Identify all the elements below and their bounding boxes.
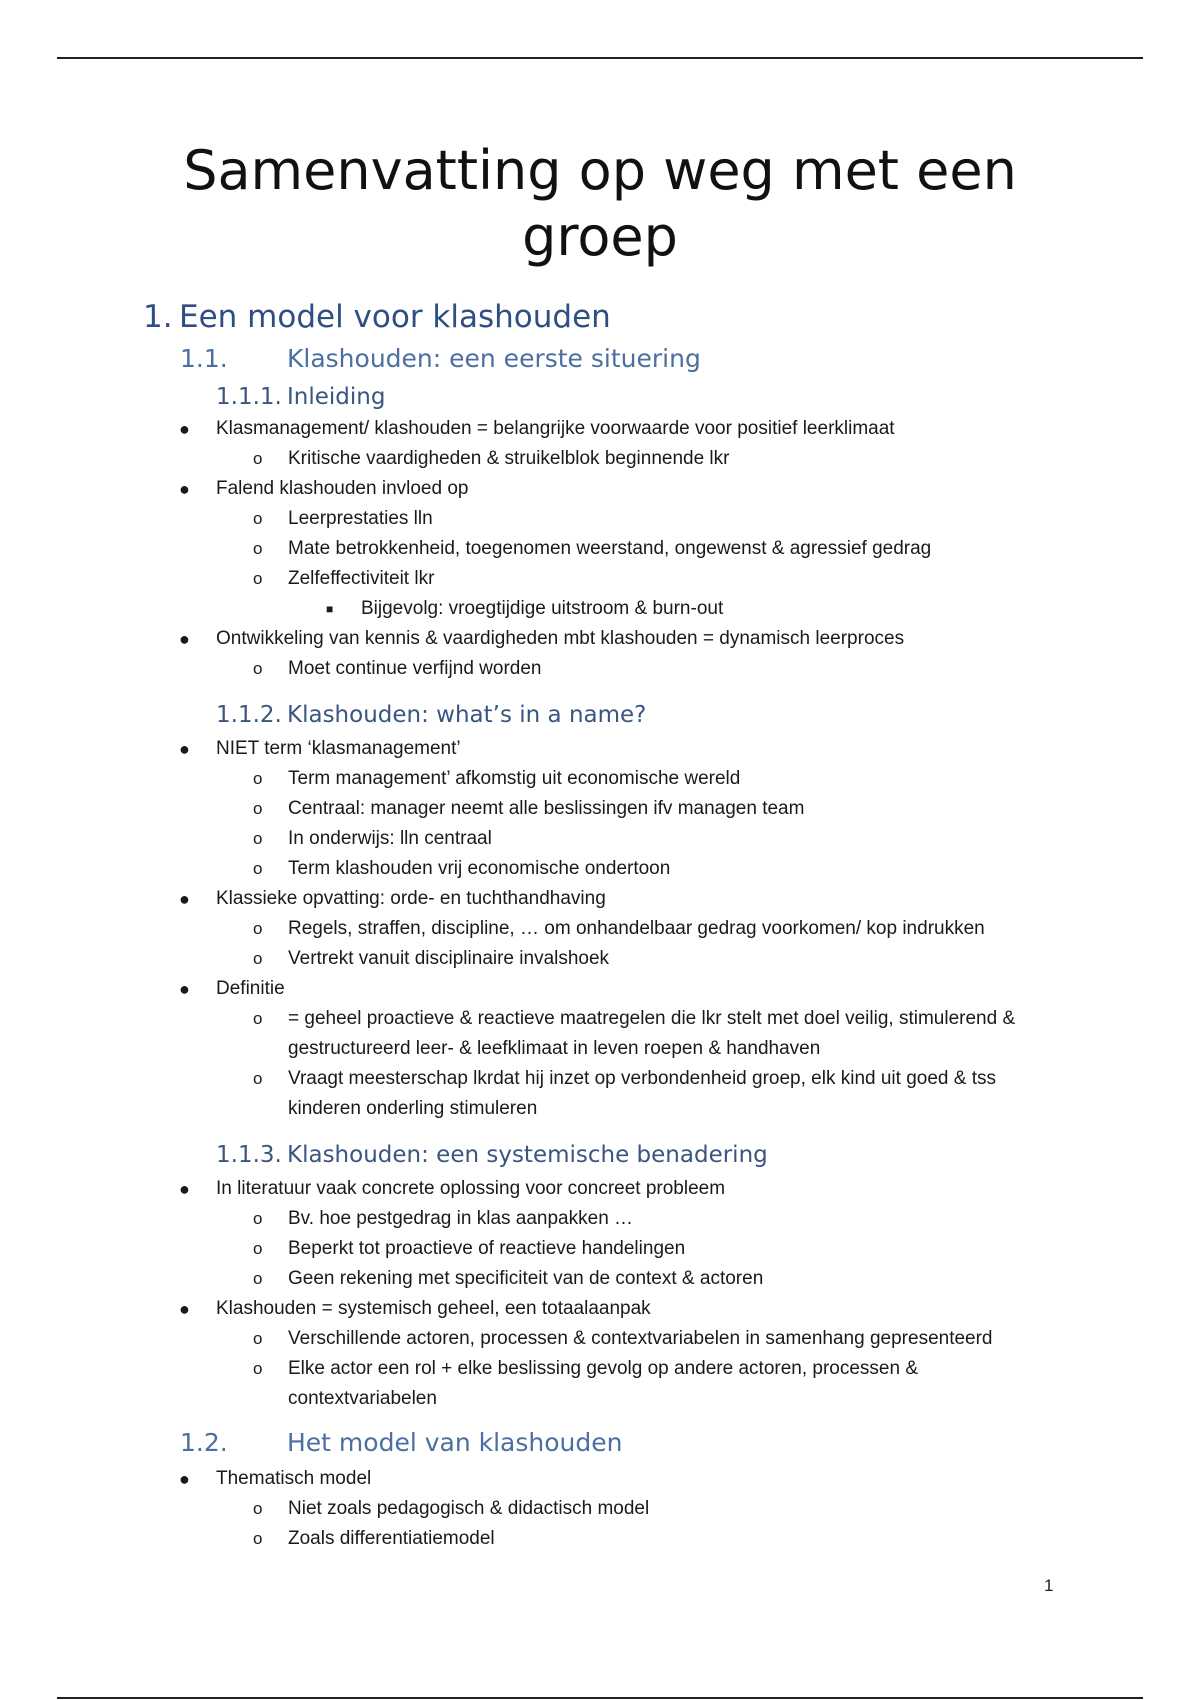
bullet-icon: ● <box>179 1299 190 1319</box>
square-bullet-icon: ■ <box>326 602 334 616</box>
subsection-title: Klashouden: what’s in a name? <box>287 702 647 728</box>
circle-bullet-icon: o <box>253 449 263 468</box>
list-item: o Verschillende actoren, processen & contextvariabelen in samenhang gepresenteerd <box>0 1324 1200 1354</box>
bullet-icon: ● <box>179 629 190 649</box>
bullet-icon: ● <box>179 739 190 759</box>
subsection-title: Inleiding <box>287 384 386 410</box>
subsection-number: 1.1.2. <box>216 702 282 728</box>
section-number: 1.1. <box>180 344 228 373</box>
chapter-heading <box>0 296 1200 338</box>
header-rule <box>57 57 1143 59</box>
list-item: o Elke actor een rol + elke beslissing gevolg op andere actoren, processen & contextvariabelen <box>0 1354 1200 1414</box>
subsection-heading <box>0 696 1200 734</box>
list-item: o Mate betrokkenheid, toegenomen weerstand, ongewenst & agressief gedrag <box>0 534 1200 564</box>
list-item: ● Falend klashouden invloed op <box>0 474 1200 504</box>
list-item: o Term management’ afkomstig uit economische wereld <box>0 764 1200 794</box>
footer-rule <box>57 1697 1143 1699</box>
page-number: 1 <box>1044 1576 1054 1595</box>
subsection-heading <box>0 1136 1200 1174</box>
bullet-icon: ● <box>179 889 190 909</box>
bullet-icon: ● <box>179 419 190 439</box>
list-item: ● NIET term ‘klasmanagement’ <box>0 734 1200 764</box>
bullet-list <box>0 734 1200 1124</box>
list-item: o Moet continue verfijnd worden <box>0 654 1200 684</box>
list-item: o Term klashouden vrij economische ondertoon <box>0 854 1200 884</box>
bullet-icon: ● <box>179 979 190 999</box>
list-item: ● Klashouden = systemisch geheel, een totaalaanpak <box>0 1294 1200 1324</box>
circle-bullet-icon: o <box>253 1269 263 1288</box>
list-item: ■ Bijgevolg: vroegtijdige uitstroom & burn-out <box>0 594 1200 624</box>
circle-bullet-icon: o <box>253 1499 263 1518</box>
list-item: ● Klasmanagement/ klashouden = belangrijke voorwaarde voor positief leerklimaat <box>0 414 1200 444</box>
circle-bullet-icon: o <box>253 1329 263 1348</box>
circle-bullet-icon: o <box>253 829 263 848</box>
section-heading <box>0 338 1200 380</box>
section-heading <box>0 1422 1200 1464</box>
bullet-list <box>0 1174 1200 1414</box>
circle-bullet-icon: o <box>253 919 263 938</box>
circle-bullet-icon: o <box>253 859 263 878</box>
list-item: o Zelfeffectiviteit lkr <box>0 564 1200 594</box>
list-item: ● Ontwikkeling van kennis & vaardigheden mbt klashouden = dynamisch leerproces <box>0 624 1200 654</box>
bullet-icon: ● <box>179 479 190 499</box>
document-body <box>0 296 1200 1554</box>
list-item: o Vraagt meesterschap lkrdat hij inzet op verbondenheid groep, elk kind uit goed & tss kinderen onderling stimuleren <box>0 1064 1200 1124</box>
list-item: ● Thematisch model <box>0 1464 1200 1494</box>
document-title: Samenvatting op weg met een groep <box>183 139 1017 268</box>
list-item: o Centraal: manager neemt alle beslissingen ifv managen team <box>0 794 1200 824</box>
section-title: Het model van klashouden <box>287 1428 623 1457</box>
list-item: o = geheel proactieve & reactieve maatregelen die lkr stelt met doel veilig, stimulerend & gestructureerd leer- & leefklimaat in leven roepen & handhaven <box>0 1004 1200 1064</box>
list-item: o Vertrekt vanuit disciplinaire invalshoek <box>0 944 1200 974</box>
subsection-heading <box>0 380 1200 414</box>
bullet-list <box>0 1464 1200 1554</box>
subsection-number: 1.1.1. <box>216 384 282 410</box>
circle-bullet-icon: o <box>253 509 263 528</box>
circle-bullet-icon: o <box>253 1359 263 1378</box>
bullet-list <box>0 414 1200 684</box>
subsection-title: Klashouden: een systemische benadering <box>287 1142 768 1168</box>
section-number: 1.2. <box>180 1428 228 1457</box>
list-item: ● In literatuur vaak concrete oplossing voor concreet probleem <box>0 1174 1200 1204</box>
circle-bullet-icon: o <box>253 1069 263 1088</box>
list-item: o Beperkt tot proactieve of reactieve handelingen <box>0 1234 1200 1264</box>
chapter-title: Een model voor klashouden <box>179 299 611 335</box>
section-title: Klashouden: een eerste situering <box>287 344 701 373</box>
subsection-number: 1.1.3. <box>216 1142 282 1168</box>
circle-bullet-icon: o <box>253 1009 263 1028</box>
chapter-number: 1. <box>143 299 173 335</box>
list-item: ● Definitie <box>0 974 1200 1004</box>
circle-bullet-icon: o <box>253 659 263 678</box>
circle-bullet-icon: o <box>253 799 263 818</box>
circle-bullet-icon: o <box>253 1529 263 1548</box>
list-item: o Bv. hoe pestgedrag in klas aanpakken … <box>0 1204 1200 1234</box>
circle-bullet-icon: o <box>253 569 263 588</box>
circle-bullet-icon: o <box>253 949 263 968</box>
list-item: o Zoals differentiatiemodel <box>0 1524 1200 1554</box>
bullet-icon: ● <box>179 1469 190 1489</box>
list-item: o In onderwijs: lln centraal <box>0 824 1200 854</box>
bullet-icon: ● <box>179 1179 190 1199</box>
list-item: o Niet zoals pedagogisch & didactisch model <box>0 1494 1200 1524</box>
list-item: o Kritische vaardigheden & struikelblok beginnende lkr <box>0 444 1200 474</box>
list-item: o Leerprestaties lln <box>0 504 1200 534</box>
circle-bullet-icon: o <box>253 769 263 788</box>
circle-bullet-icon: o <box>253 1209 263 1228</box>
circle-bullet-icon: o <box>253 539 263 558</box>
list-item: o Geen rekening met specificiteit van de context & actoren <box>0 1264 1200 1294</box>
list-item: o Regels, straffen, discipline, … om onhandelbaar gedrag voorkomen/ kop indrukken <box>0 914 1200 944</box>
list-item: ● Klassieke opvatting: orde- en tuchthandhaving <box>0 884 1200 914</box>
circle-bullet-icon: o <box>253 1239 263 1258</box>
